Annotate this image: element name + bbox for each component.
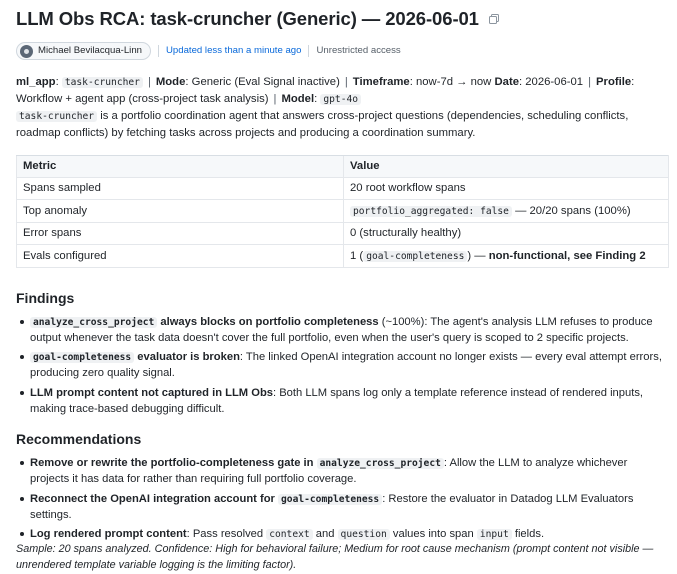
metric-cell: Evals configured: [17, 245, 344, 268]
ml-app-value: task-cruncher: [62, 77, 143, 88]
finding-code: analyze_cross_project: [30, 317, 157, 328]
profile-label: Profile: [596, 76, 632, 88]
author-chip[interactable]: [16, 42, 151, 60]
anomaly-value: — 20/20 spans (100%): [511, 204, 631, 217]
list-item: [16, 526, 663, 542]
evals-count: 1 (: [350, 249, 364, 262]
list-item: [16, 491, 663, 523]
metric-cell: Top anomaly: [17, 200, 344, 223]
value-cell: [344, 200, 669, 223]
table-row: [17, 177, 669, 200]
value-cell: 0 (structurally healthy): [344, 222, 669, 245]
metrics-table: [16, 155, 669, 268]
divider: [158, 45, 159, 57]
recommendation-code: question: [338, 529, 390, 540]
summary-description: [16, 108, 663, 142]
access-level[interactable]: Unrestricted access: [316, 45, 401, 57]
description-text: is a portfolio coordination agent that answers cross-project questions (dependencies, scheduling conflicts, roadmap conflicts) by fetching tasks across projects and producing a coordination summary.: [16, 109, 629, 139]
list-item: [16, 349, 663, 381]
finding-code: goal-completeness: [30, 352, 134, 363]
recommendation-title: Reconnect the OpenAI integration account for: [30, 492, 279, 505]
list-item: [16, 385, 663, 417]
date-value: : 2026-06-01: [519, 76, 584, 88]
anomaly-code: portfolio_aggregated: false: [350, 206, 512, 217]
profile-value: : Workflow + agent app (cross-project task analysis): [16, 76, 635, 105]
recommendations-list: [16, 455, 663, 542]
table-row: [17, 245, 669, 268]
recommendation-title: Remove or rewrite the portfolio-completeness gate in: [30, 457, 317, 470]
recommendation-text: : Allow the LLM to analyze whichever projects it has data for rather than requiring full portfolio coverage.: [30, 457, 628, 486]
findings-heading: Findings: [16, 289, 75, 306]
summary-block: [16, 74, 663, 142]
recommendation-code: context: [266, 529, 312, 540]
evals-status: non-functional, see Finding 2: [488, 249, 646, 262]
table-row: [17, 222, 669, 245]
finding-text: : The linked OpenAI integration account no longer exists — every eval attempt errors, producing zero quality signal.: [30, 351, 662, 380]
app-name-code: task-cruncher: [16, 111, 97, 122]
recommendations-heading: Recommendations: [16, 431, 142, 448]
recommendation-code: analyze_cross_project: [317, 458, 444, 469]
findings-list: [16, 314, 663, 417]
metric-cell: Spans sampled: [17, 177, 344, 200]
recommendation-text: : Restore the evaluator in Datadog LLM Evaluators settings.: [30, 492, 634, 521]
value-cell: 20 root workflow spans: [344, 177, 669, 200]
column-header-metric: Metric: [17, 155, 344, 177]
finding-text: : Both LLM spans log only a template reference instead of rendered inputs, making trace-based debugging difficult.: [30, 386, 644, 415]
evals-sep: ) —: [467, 249, 489, 262]
avatar: [20, 45, 33, 58]
column-header-value: Value: [344, 155, 669, 177]
date-label: Date: [494, 76, 519, 88]
mode-label: Mode: [155, 76, 186, 88]
timeframe-label: Timeframe: [352, 76, 410, 88]
summary-meta-line: ml_app: task-cruncher | Mode: Generic (Eval Signal inactive) | Timeframe: now-7d → now Date: 2026-06-01 | Profile: Workflow + agent app (cross-project task analysis) | Model: gpt-4o: [16, 76, 635, 105]
timeframe-value: : now-7d → now: [409, 76, 492, 88]
finding-title: evaluator is broken: [134, 351, 240, 364]
ml-app-label: ml_app: [16, 76, 56, 88]
list-item: [16, 455, 663, 487]
recommendation-text: fields.: [511, 528, 545, 541]
user-icon: [24, 49, 29, 54]
finding-text: (~100%): The agent's analysis LLM refuses to produce output whenever the task data doesn't cover the full portfolio, even when the user's query is scoped to 2 specific projects.: [30, 315, 653, 344]
updated-link[interactable]: Updated less than a minute ago: [166, 45, 302, 57]
divider: [308, 45, 309, 57]
model-label: Model: [281, 92, 315, 105]
metric-cell: Error spans: [17, 222, 344, 245]
recommendation-text: values into span: [389, 528, 477, 541]
eval-name-code: goal-completeness: [363, 251, 467, 262]
recommendation-code: input: [477, 529, 512, 540]
recommendation-title: Log rendered prompt content: [30, 528, 187, 541]
list-item: [16, 314, 663, 346]
recommendation-code: goal-completeness: [278, 494, 382, 505]
model-value: gpt-4o: [320, 94, 361, 105]
sample-note: Sample: 20 spans analyzed. Confidence: High for behavioral failure; Medium for root cause mechanism (prompt content not visible — unrendered template variable logging is the limiting factor).: [16, 543, 654, 571]
finding-title: LLM prompt content not captured in LLM Obs: [30, 386, 273, 399]
title-row: [16, 6, 663, 32]
copy-link-icon[interactable]: [488, 13, 500, 25]
finding-title: always blocks on portfolio completeness: [157, 315, 379, 328]
author-name: Michael Bevilacqua-Linn: [38, 45, 142, 57]
recommendation-text: : Pass resolved: [186, 528, 267, 541]
meta-row: [16, 40, 663, 62]
table-header-row: [17, 155, 669, 177]
value-cell: [344, 245, 669, 268]
table-row: [17, 200, 669, 223]
recommendation-text: and: [312, 528, 338, 541]
page-title[interactable]: LLM Obs RCA: task-cruncher (Generic) — 2026-06-01: [16, 7, 479, 29]
mode-value: : Generic (Eval Signal inactive): [185, 76, 340, 88]
